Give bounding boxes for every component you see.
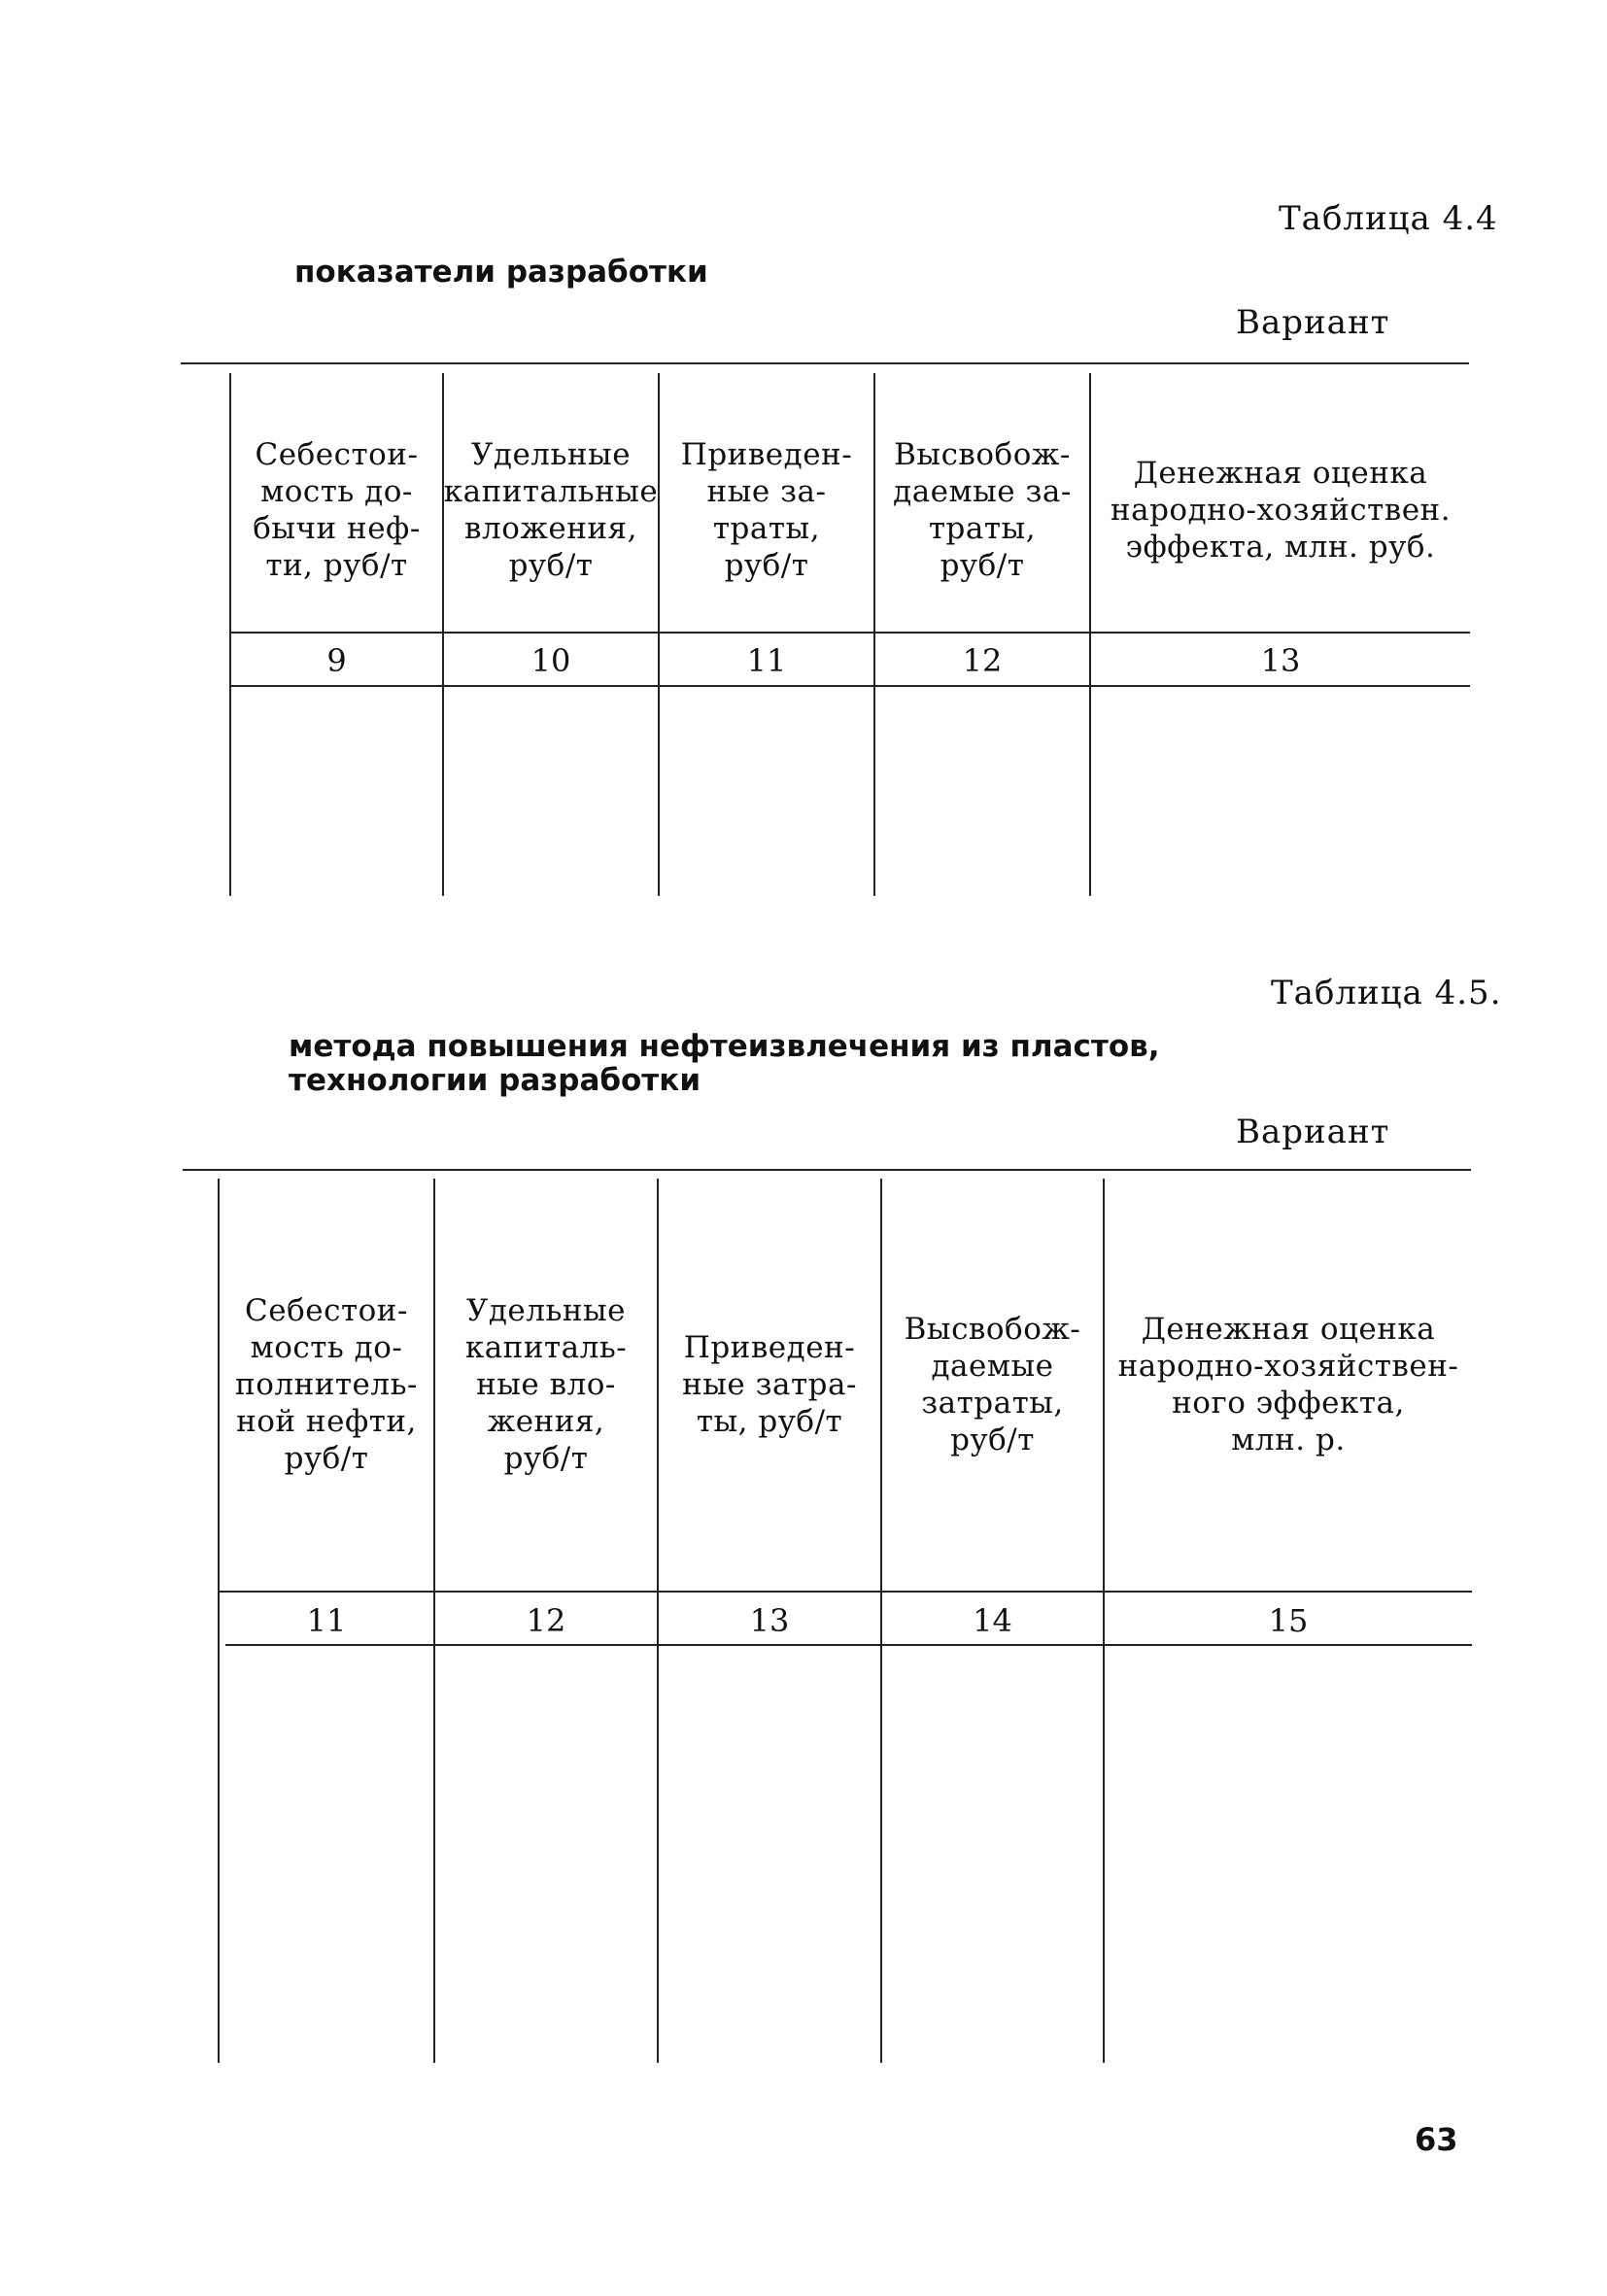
column-header: Себестои- мость до- полнитель- ной нефти, руб/т [235,1293,418,1476]
header-rule [231,632,1470,634]
variant-label: Вариант [1236,303,1390,342]
column-header: Себестои- мость до- бычи неф- ти, руб/т [253,437,421,583]
column-number: 9 [326,642,347,679]
column-number: 11 [746,642,787,679]
column-header: Приведен- ные за- траты, руб/т [680,437,853,583]
column-header: Высвобож- даемые за- траты, руб/т [893,437,1072,583]
column-number: 12 [526,1602,566,1639]
column-number: 13 [749,1602,790,1639]
column-number: 10 [530,642,571,679]
column-number: 15 [1268,1602,1309,1639]
header-rule [220,1591,1472,1593]
table-title: показатели разработки [294,255,708,290]
number-row-rule [225,1644,1472,1646]
table-caption: Таблица 4.5. [1271,974,1502,1012]
table-top-rule [183,1169,1471,1171]
column-header: Денежная оценка народно-хозяйствен- ного эффекта, млн. р. [1117,1312,1459,1457]
column-number: 13 [1260,642,1301,679]
column-header: Приведен- ные затра- ты, руб/т [682,1330,857,1439]
table-title: технологии разработки [289,1063,701,1098]
column-number: 11 [306,1602,347,1639]
column-number: 14 [973,1602,1012,1639]
variant-label: Вариант [1236,1113,1390,1151]
column-header: Денежная оценка народно-хозяйствен. эффекта, млн. руб. [1110,456,1452,565]
column-header: Удельные капиталь- ные вло- жения, руб/т [464,1293,628,1476]
table-top-rule [181,362,1469,364]
number-row-rule [231,685,1470,687]
column-number: 12 [962,642,1003,679]
column-header: Удельные капитальные вложения, руб/т [443,437,659,583]
table-title: метода повышения нефтеизвлечения из пластов, [289,1029,1160,1064]
column-header: Высвобож- даемые затраты, руб/т [904,1312,1081,1457]
page-number: 63 [1415,2121,1458,2158]
table-caption: Таблица 4.4 [1279,199,1498,238]
